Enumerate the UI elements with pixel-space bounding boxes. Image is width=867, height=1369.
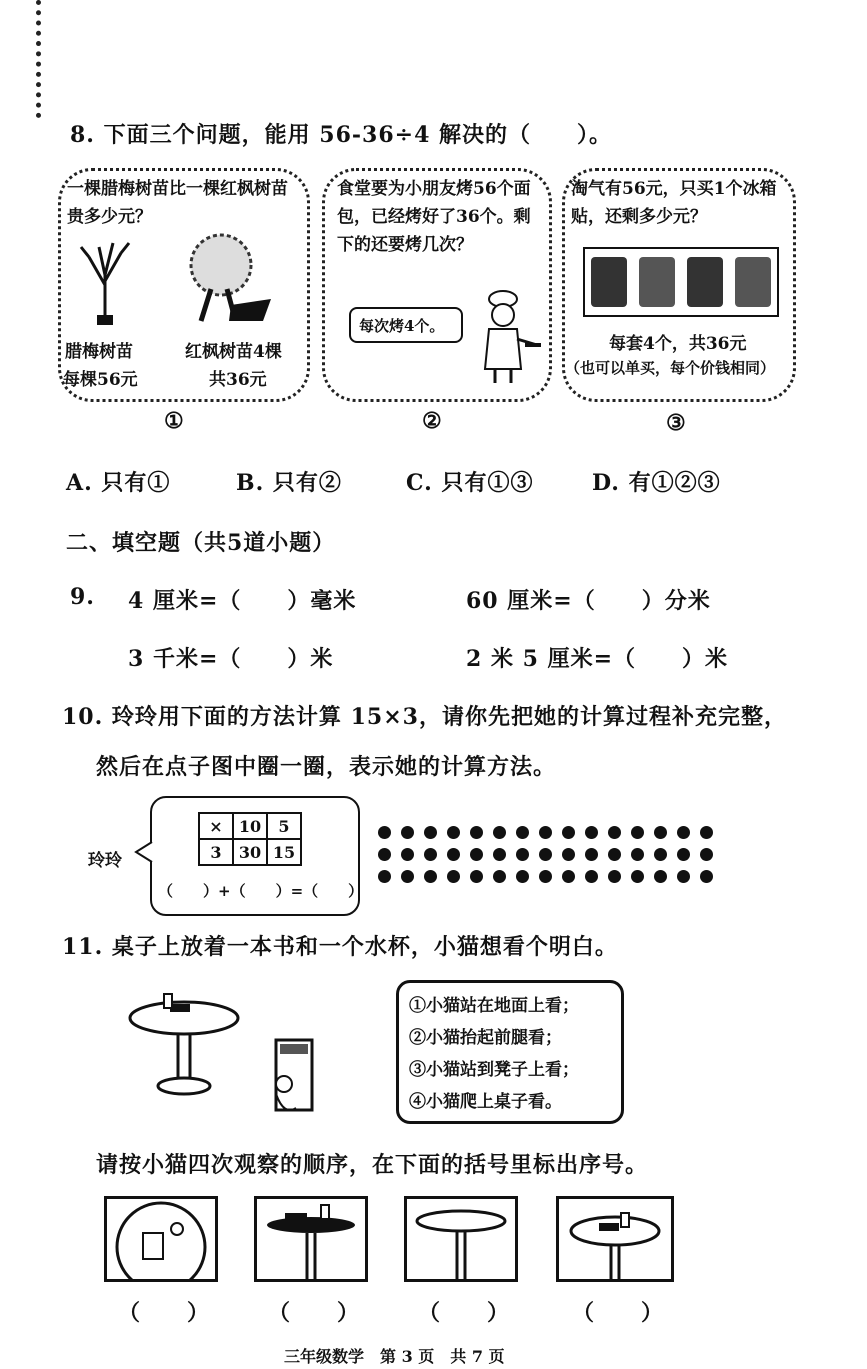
dot-row xyxy=(378,870,713,883)
plum-sapling-image xyxy=(75,235,135,327)
q10-formula[interactable]: （ ）+（ ）=（ ） xyxy=(158,882,364,900)
calc-cell: × xyxy=(199,813,233,839)
q9-item-d[interactable]: 2 米 5 厘米=（ ）米 xyxy=(466,646,729,672)
q11-instruction: 请按小猫四次观察的顺序，在下面的括号里标出序号。 xyxy=(96,1152,649,1178)
q8-option-c[interactable]: C. 只有①③ xyxy=(406,470,534,496)
card2-number: ② xyxy=(422,408,443,434)
q10-name: 玲玲 xyxy=(88,851,122,871)
card1-label-left-1: 腊梅树苗 xyxy=(65,342,133,362)
binding-margin-dots xyxy=(36,0,46,118)
card3-caption-2: （也可以单买，每个价钱相同） xyxy=(565,359,776,377)
q11-step-2: ②小猫抬起前腿看； xyxy=(409,1028,562,1048)
card1-number: ① xyxy=(164,408,185,434)
q10-calc-table xyxy=(198,812,302,866)
q10-dot-grid[interactable] xyxy=(378,826,713,883)
q10-line-2: 然后在点子图中圈一圈，表示她的计算方法。 xyxy=(96,754,557,780)
table-with-book-and-cup-image xyxy=(126,990,242,1100)
fridge-magnets-image xyxy=(583,247,779,317)
calc-cell: 30 xyxy=(233,839,267,865)
section2-title: 二、填空题（共5道小题） xyxy=(66,530,336,556)
calc-cell: 15 xyxy=(267,839,301,865)
q10-speech-bubble xyxy=(150,796,364,916)
card1-label-right-1: 红枫树苗4棵 xyxy=(185,342,282,362)
card3-number: ③ xyxy=(666,410,687,436)
maple-sapling-image xyxy=(171,229,281,329)
q11-view-4 xyxy=(556,1196,674,1282)
bubble-tail xyxy=(134,840,154,864)
q9-item-b[interactable]: 60 厘米=（ ）分米 xyxy=(466,588,711,614)
q11-blank-3[interactable]: （ ） xyxy=(418,1300,511,1326)
q11-view-3 xyxy=(404,1196,518,1282)
chef-image xyxy=(463,289,543,385)
q11-blank-1[interactable]: （ ） xyxy=(118,1300,211,1326)
q11-blank-2[interactable]: （ ） xyxy=(268,1300,361,1326)
q8-option-b[interactable]: B. 只有② xyxy=(236,470,342,496)
q11-view-2 xyxy=(254,1196,368,1282)
q11-step-4: ④小猫爬上桌子看。 xyxy=(409,1092,562,1112)
dot-row xyxy=(378,848,713,861)
q8-card-3 xyxy=(562,168,796,402)
card3-text: 淘气有56元，只买1个冰箱贴，还剩多少元？ xyxy=(571,179,777,227)
q11-view-1 xyxy=(104,1196,218,1282)
card2-bubble-text: 每次烤4个。 xyxy=(359,317,445,335)
q11-blank-4[interactable]: （ ） xyxy=(572,1300,665,1326)
q9-item-a[interactable]: 4 厘米=（ ）毫米 xyxy=(128,588,357,614)
q11-steps-box xyxy=(396,980,624,1124)
q11-stem: 11. 桌子上放着一本书和一个水杯，小猫想看个明白。 xyxy=(62,934,618,960)
calc-cell: 5 xyxy=(267,813,301,839)
dot-row xyxy=(378,826,713,839)
card2-text: 食堂要为小朋友烤56个面包，已经烤好了36个。剩下的还要烤几次？ xyxy=(337,179,531,255)
stool-and-cat-image xyxy=(266,1036,318,1116)
card1-label-right-2: 共36元 xyxy=(209,370,267,390)
q11-step-1: ①小猫站在地面上看； xyxy=(409,996,579,1016)
card2-speech-bubble xyxy=(349,307,463,343)
q8-option-d[interactable]: D. 有①②③ xyxy=(592,470,721,496)
q8-stem: 8. 下面三个问题，能用 56-36÷4 解决的（ ）。 xyxy=(70,122,613,148)
q8-option-a[interactable]: A. 只有① xyxy=(66,470,171,496)
card1-label-left-2: 每棵56元 xyxy=(63,370,138,390)
q8-card-2 xyxy=(322,168,552,402)
q8-card-1 xyxy=(58,168,310,402)
q9-number: 9. xyxy=(70,584,95,610)
q9-item-c[interactable]: 3 千米=（ ）米 xyxy=(128,646,334,672)
page-footer: 三年级数学 第 3 页 共 7 页 xyxy=(284,1347,505,1366)
q10-line-1: 10. 玲玲用下面的方法计算 15×3，请你先把她的计算过程补充完整， xyxy=(62,704,787,730)
calc-cell: 3 xyxy=(199,839,233,865)
card1-text: 一棵腊梅树苗比一棵红枫树苗贵多少元？ xyxy=(67,179,288,227)
calc-cell: 10 xyxy=(233,813,267,839)
card3-caption-1: 每套4个，共36元 xyxy=(609,334,747,354)
q11-step-3: ③小猫站到凳子上看； xyxy=(409,1060,579,1080)
